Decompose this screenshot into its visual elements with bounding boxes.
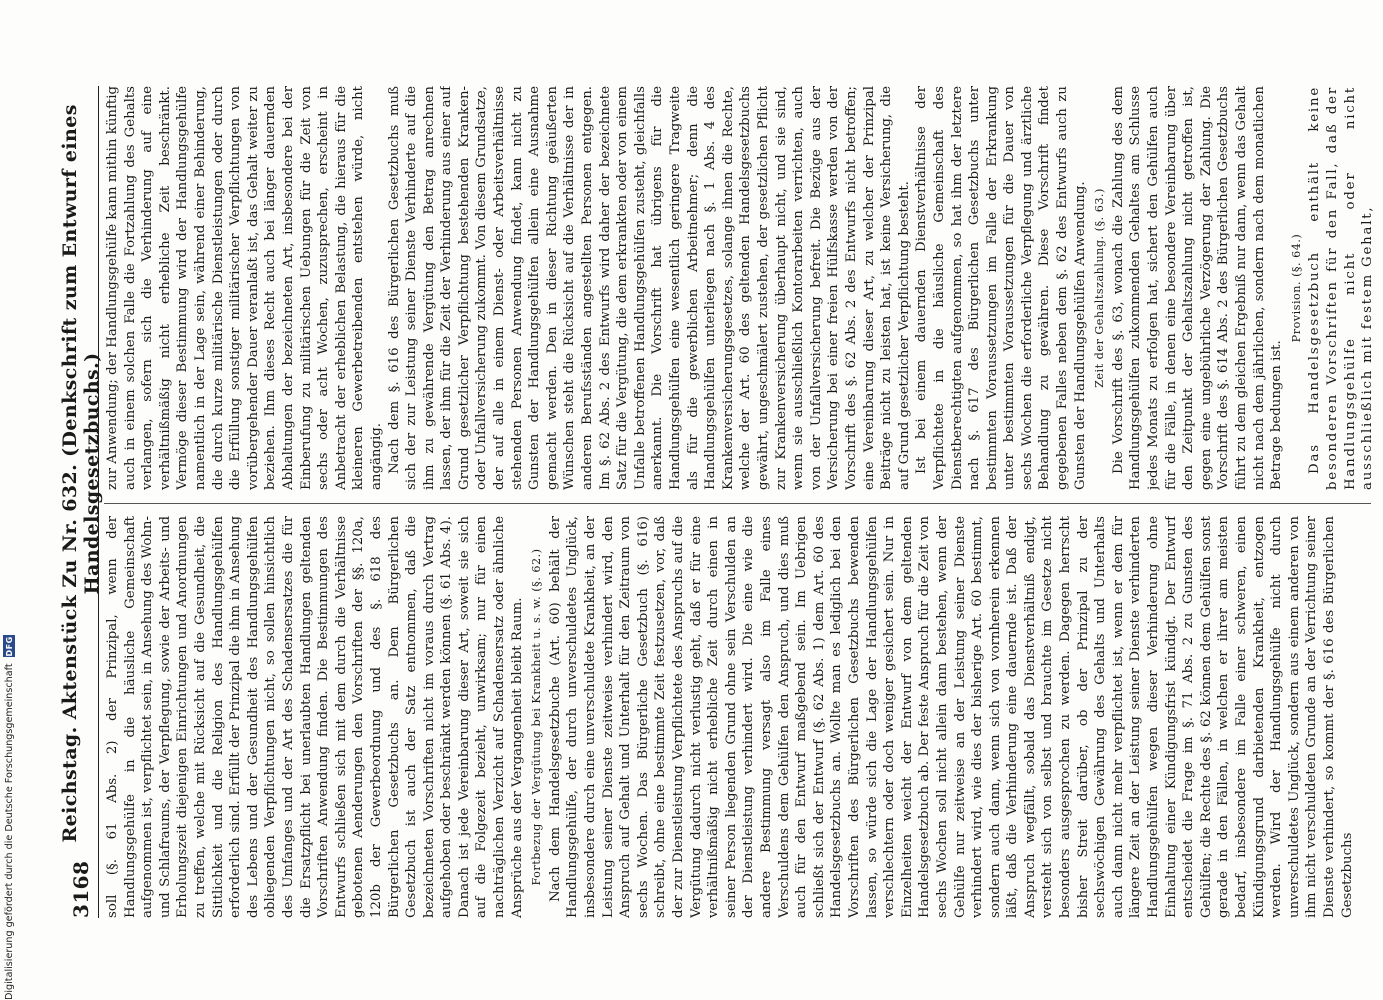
column-divider [104,503,1371,504]
page-number: 3168 [69,860,93,918]
section-heading: Provision. (§. 64.) [1289,233,1303,343]
dfg-logo-icon: DFG [4,636,14,657]
digitization-credit [2,0,16,1000]
paragraph: Nach dem §. 616 des Bürgerlichen Gesetzbuchs muß sich der zur Leistung seiner Dienste Verhinderte auf die ihm zu gewährende Vergütung den Betrag anrechnen lassen, der ihm für die Zeit der Verhinderung aus einer auf Grund gesetzlicher Verpflichtung bestehenden Kranken- oder Unfallversicherung zukommt. Von diesem Grundsatze, der auf alle in einem Dienst- oder Arbeitsverhältnisse stehenden Personen Anwendung findet, kann nicht zu Gunsten der Handlungsgehülfen allein eine Ausnahme gemacht werden. Den in dieser Richtung geäußerten Wünschen steht die Rücksicht auf die Verhältnisse der in anderen Berufsständen angestellten Personen entgegen. Im §. 62 Abs. 2 des Entwurfs wird daher der bezeichnete Satz für die Vergütung, die dem erkrankten oder von einem Unfalle betroffenen Handlungsgehülfen zusteht, gleichfalls anerkannt. Die Vorschrift hat übrigens für die Handlungsgehülfen eine wesentlich geringere Tragweite als für die gewerblichen Arbeitnehmer; denn die Handlungsgehülfen unterliegen nach §. 1 Abs. 4 des Krankenversicherungsgesetzes, solange ihnen die Rechte, welche der Art. 60 des geltenden Handelsgesetzbuchs gewährt, ungeschmälert zustehen, der gesetzlichen Pflicht zur Krankenversicherung überhaupt nicht, und sie sind, wenn sie ausschließlich Kontorarbeiten verrichten, auch von der Unfallversicherung befreit. Die Bezüge aus der Versicherung bei einer freien Hülfskasse werden von der Vorschrift des §. 62 Abs. 2 des Entwurfs nicht betroffen; eine Vereinbarung dieser Art, zu welcher der Prinzipal Beiträge nicht zu leisten hat, ist keine Versicherung, die auf Grund gesetzlicher Verpflichtung besteht. [386,86,912,490]
page-header [59,86,103,918]
paragraph: Ist bei einem dauernden Dienstverhältnisse der Verpflichtete in die häusliche Gemeinschaft des Dienstberechtigten aufgenommen, so hat ihm der letztere nach §. 617 des Bürgerlichen Gesetzbuchs unter bestimmten Voraussetzungen im Falle der Erkrankung unter bestimmten Voraussetzungen für die Dauer von sechs Wochen die erforderliche Verpflegung und ärztliche Behandlung zu gewähren. Diese Vorschrift findet gegebenen Falles neben dem §. 62 des Entwurfs auch zu Gunsten der Handlungsgehülfen Anwendung. [914,86,1088,490]
paragraph: zur Anwendung; der Handlungsgehülfe kann mithin künftig auch in einem solchen Falle die Fortzahlung des Gehalts verlangen, sofern sich die Verhinderung auf eine verhältnißmäßig nicht erhebliche Zeit beschränkt. Vermöge dieser Bestimmung wird der Handlungsgehülfe namentlich in der Lage sein, während einer Behinderung, die durch kurze militärische Dienstleistungen oder durch die Erfüllung sonstiger militärischer Verpflichtungen von vorübergehender Dauer veranlaßt ist, das Gehalt weiter zu beziehen. Ihm dieses Recht auch bei länger dauernden Abhaltungen der bezeichneten Art, insbesondere bei der Einberufung zu militärischen Uebungen für die Zeit von sechs oder acht Wochen, zuzusprechen, erscheint in Anbetracht der erheblichen Belastung, die hieraus für die kleineren Gewerbetreibenden entstehen würde, nicht angängig. [105,86,384,490]
paragraph: Die Vorschrift des §. 63, wonach die Zahlung des dem Handlungsgehülfen zukommenden Gehaltes am Schlusse jedes Monats zu erfolgen hat, sichert den Gehülfen auch für die Fälle, in denen eine besondere Vereinbarung über den Zeitpunkt der Gehaltszahlung nicht getroffen ist, gegen eine ungebührliche Verzögerung der Zahlung. Die Vorschrift des §. 614 Abs. 2 des Bürgerlichen Gesetzbuchs führt zu dem gleichen Ergebniß nur dann, wenn das Gehalt nicht nach dem jährlichen, sondern nach dem monatlichen Betrage bedungen ist. [1110,86,1285,490]
section-heading: Zeit der Gehaltszahlung. (§. 63.) [1093,188,1107,388]
section-heading: Fortbezug der Vergütung bei Krankheit u. s. w. (§. 62.) [530,548,544,886]
paragraph: soll (§. 61 Abs. 2) der Prinzipal, wenn der Handlungsgehülfe in die häusliche Gemeinschaft aufgenommen ist, verpflichtet sein, in Ansehung des Wohn- und Schlafraums, der Verpflegung, sowie der Arbeits- und Erholungszeit diejenigen Einrichtungen und Anordnungen zu treffen, welche mit Rücksicht auf die Gesundheit, die Sittlichkeit und die Religion des Handlungsgehülfen erforderlich sind. Erfüllt der Prinzipal die ihm in Ansehung des Lebens und der Gesundheit des Handlungsgehülfen obliegenden Verpflichtungen nicht, so sollen hinsichtlich des Umfanges und der Art des Schadensersatzes die für die Ersatzpflicht bei unerlaubten Handlungen geltenden Vorschriften Anwendung finden. Die Bestimmungen des Entwurfs schließen sich mit dem durch die Verhältnisse gebotenen Aenderungen den Vorschriften der §§. 120a, 120b der Gewerbeordnung und des §. 618 des Bürgerlichen Gesetzbuchs an. Dem Bürgerlichen Gesetzbuch ist auch der Satz entnommen, daß die bezeichneten Vorschriften nicht im voraus durch Vertrag aufgehoben oder beschränkt werden können (§. 61 Abs. 4). Danach ist jede Vereinbarung dieser Art, soweit sie sich auf die Folgezeit bezieht, unwirksam; nur für einen nachträglichen Verzicht auf Schadensersatz oder ähnliche Ansprüche aus der Vergangenheit bleibt Raum. [105,516,525,918]
right-column [104,86,1375,490]
paragraph: Das Handelsgesetzbuch enthält keine besonderen Vorschriften für den Fall, daß der Handlungsgehülfe nicht oder nicht ausschließlich mit festem Gehalt, [1307,86,1375,490]
paragraph: Nach dem Handelsgesetzbuche (Art. 60) behält der Handlungsgehülfe, der durch unverschuldetes Unglück, insbesondere durch eine unverschuldete Krankheit, an der Leistung seiner Dienste zeitweise verhindert wird, den Anspruch auf Gehalt und Unterhalt für den Zeitraum von sechs Wochen. Das Bürgerliche Gesetzbuch (§. 616) schreibt, ohne eine bestimmte Zeit festzusetzen, vor, daß der zur Dienstleistung Verpflichtete des Anspruchs auf die Vergütung dadurch nicht verlustig geht, daß er für eine verhältnißmäßig nicht erhebliche Zeit durch einen in seiner Person liegenden Grund ohne sein Verschulden an der Dienstleistung verhindert wird. Die eine wie die andere Bestimmung versagt also im Falle eines Verschuldens dem Gehülfen den Anspruch, und dies muß auch für den Entwurf maßgebend sein. Im Uebrigen schließt sich der Entwurf (§. 62 Abs. 1) dem Art. 60 des Handelsgesetzbuchs an. Wollte man es lediglich bei den Vorschriften des Bürgerlichen Gesetzbuchs bewenden lassen, so würde sich die Lage der Handlungsgehülfen verschlechtern oder doch weniger gesichert sein. Nur in Einzelheiten weicht der Entwurf von dem geltenden Handelsgesetzbuch ab. Der feste Anspruch für die Zeit von sechs Wochen soll nicht allein dann bestehen, wenn der Gehülfe nur zeitweise an der Leistung seiner Dienste verhindert wird, wie dies der bisherige Art. 60 bestimmt, sondern auch dann, wenn sich von vornherein erkennen läßt, daß die Verhinderung eine dauernde ist. Daß der Anspruch wegfällt, sobald das Dienstverhältniß endigt, versteht sich von selbst und brauchte im Gesetze nicht besonders ausgesprochen zu werden. Dagegen herrscht bisher Streit darüber, ob der Prinzipal zu der sechswöchigen Gewährung des Gehalts und Unterhalts auch dann nicht mehr verpflichtet ist, wenn er dem für längere Zeit an der Leistung seiner Dienste verhinderten Handlungsgehülfen wegen dieser Verhinderung ohne Einhaltung einer Kündigungsfrist kündigt. Der Entwurf entscheidet die Frage im §. 71 Abs. 2 zu Gunsten des Gehülfen; die Rechte des §. 62 können dem Gehülfen sonst gerade in den Fällen, in welchen er ihrer am meisten bedarf, insbesondere im Falle einer schweren, einen Kündigungsgrund darbietenden Krankheit, entzogen werden. Wird der Handlungsgehülfe nicht durch unverschuldetes Unglück, sondern aus einem anderen von ihm nicht verschuldeten Grunde an der Verrichtung seiner Dienste verhindert, so kommt der §. 616 des Bürgerlichen Gesetzbuchs [547,516,1355,918]
credit-text: Digitalisierung gefördert durch die Deutsche Forschungsgemeinschaft [3,663,15,1000]
running-title: Reichstag. Aktenstück Zu Nr. 632. (Denkschrift zum Entwurf eines Handelsgesetzbuchs.) [59,104,103,843]
left-column [104,516,1375,918]
